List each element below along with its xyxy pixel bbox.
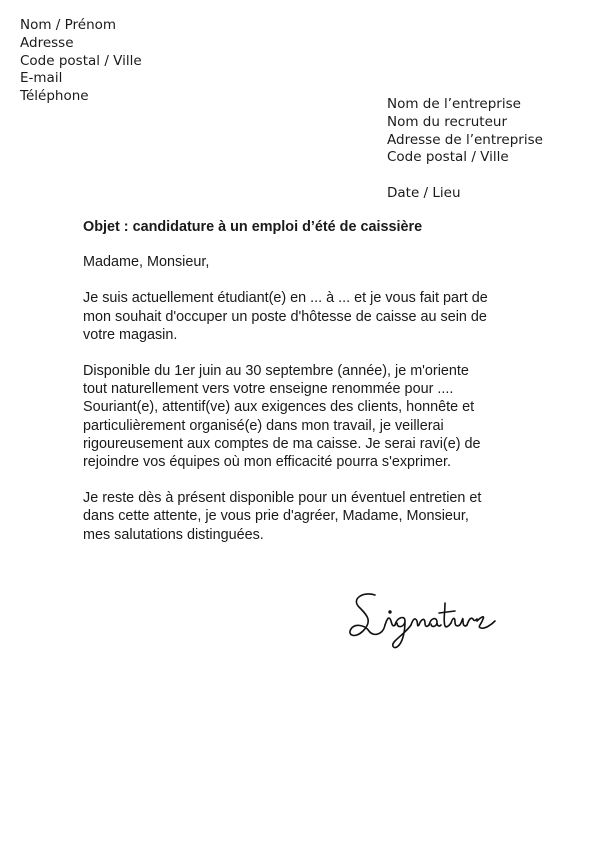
paragraph-line: Souriant(e), attentif(ve) aux exigences des clients, honnête et — [83, 399, 475, 416]
letter-body — [83, 218, 515, 562]
recipient-recruiter: Nom du recruteur — [387, 113, 508, 130]
sender-address: Adresse — [20, 34, 74, 51]
paragraph-line: rigoureusement aux comptes de ma caisse. Je serai ravi(e) de — [83, 435, 481, 452]
paragraph-closing — [83, 489, 515, 544]
paragraph-line: mes salutations distinguées. — [83, 526, 264, 543]
sender-block — [20, 17, 142, 106]
paragraph-line: dans cette attente, je vous prie d'agréer, Madame, Monsieur, — [83, 508, 469, 525]
recipient-company: Nom de l’entreprise — [387, 96, 521, 112]
recipient-address: Adresse de l’entreprise — [387, 131, 543, 148]
salutation: Madame, Monsieur, — [83, 254, 210, 271]
handwritten-signature — [345, 585, 505, 655]
paragraph-availability — [83, 362, 515, 471]
paragraph-line: rejoindre vos équipes où mon efficacité pourra s'exprimer. — [83, 454, 452, 471]
paragraph-intro — [83, 289, 515, 344]
paragraph-line: Je reste dès à présent disponible pour un éventuel entretien et — [83, 490, 482, 507]
paragraph-line: votre magasin. — [83, 326, 178, 343]
sender-name: Nom / Prénom — [20, 17, 117, 33]
paragraph-line: particulièrement organisé(e) dans mon travail, je veillerai — [83, 417, 444, 434]
recipient-block — [387, 96, 543, 167]
paragraph-line: Je suis actuellement étudiant(e) en ... à ... et je vous fait part de — [83, 290, 488, 307]
sender-phone: Téléphone — [20, 88, 89, 105]
recipient-postal-city: Code postal / Ville — [387, 149, 509, 166]
paragraph-line: mon souhait d'occuper un poste d'hôtesse de caisse au sein de — [83, 308, 487, 325]
sender-email: E-mail — [20, 70, 63, 87]
subject-line: Objet : candidature à un emploi d’été de caissière — [83, 219, 423, 235]
date-place: Date / Lieu — [387, 185, 461, 201]
paragraph-line: tout naturellement vers votre enseigne renommée pour .... — [83, 381, 454, 398]
paragraph-line: Disponible du 1er juin au 30 septembre (année), je m'oriente — [83, 363, 469, 380]
sender-postal-city: Code postal / Ville — [20, 52, 142, 69]
